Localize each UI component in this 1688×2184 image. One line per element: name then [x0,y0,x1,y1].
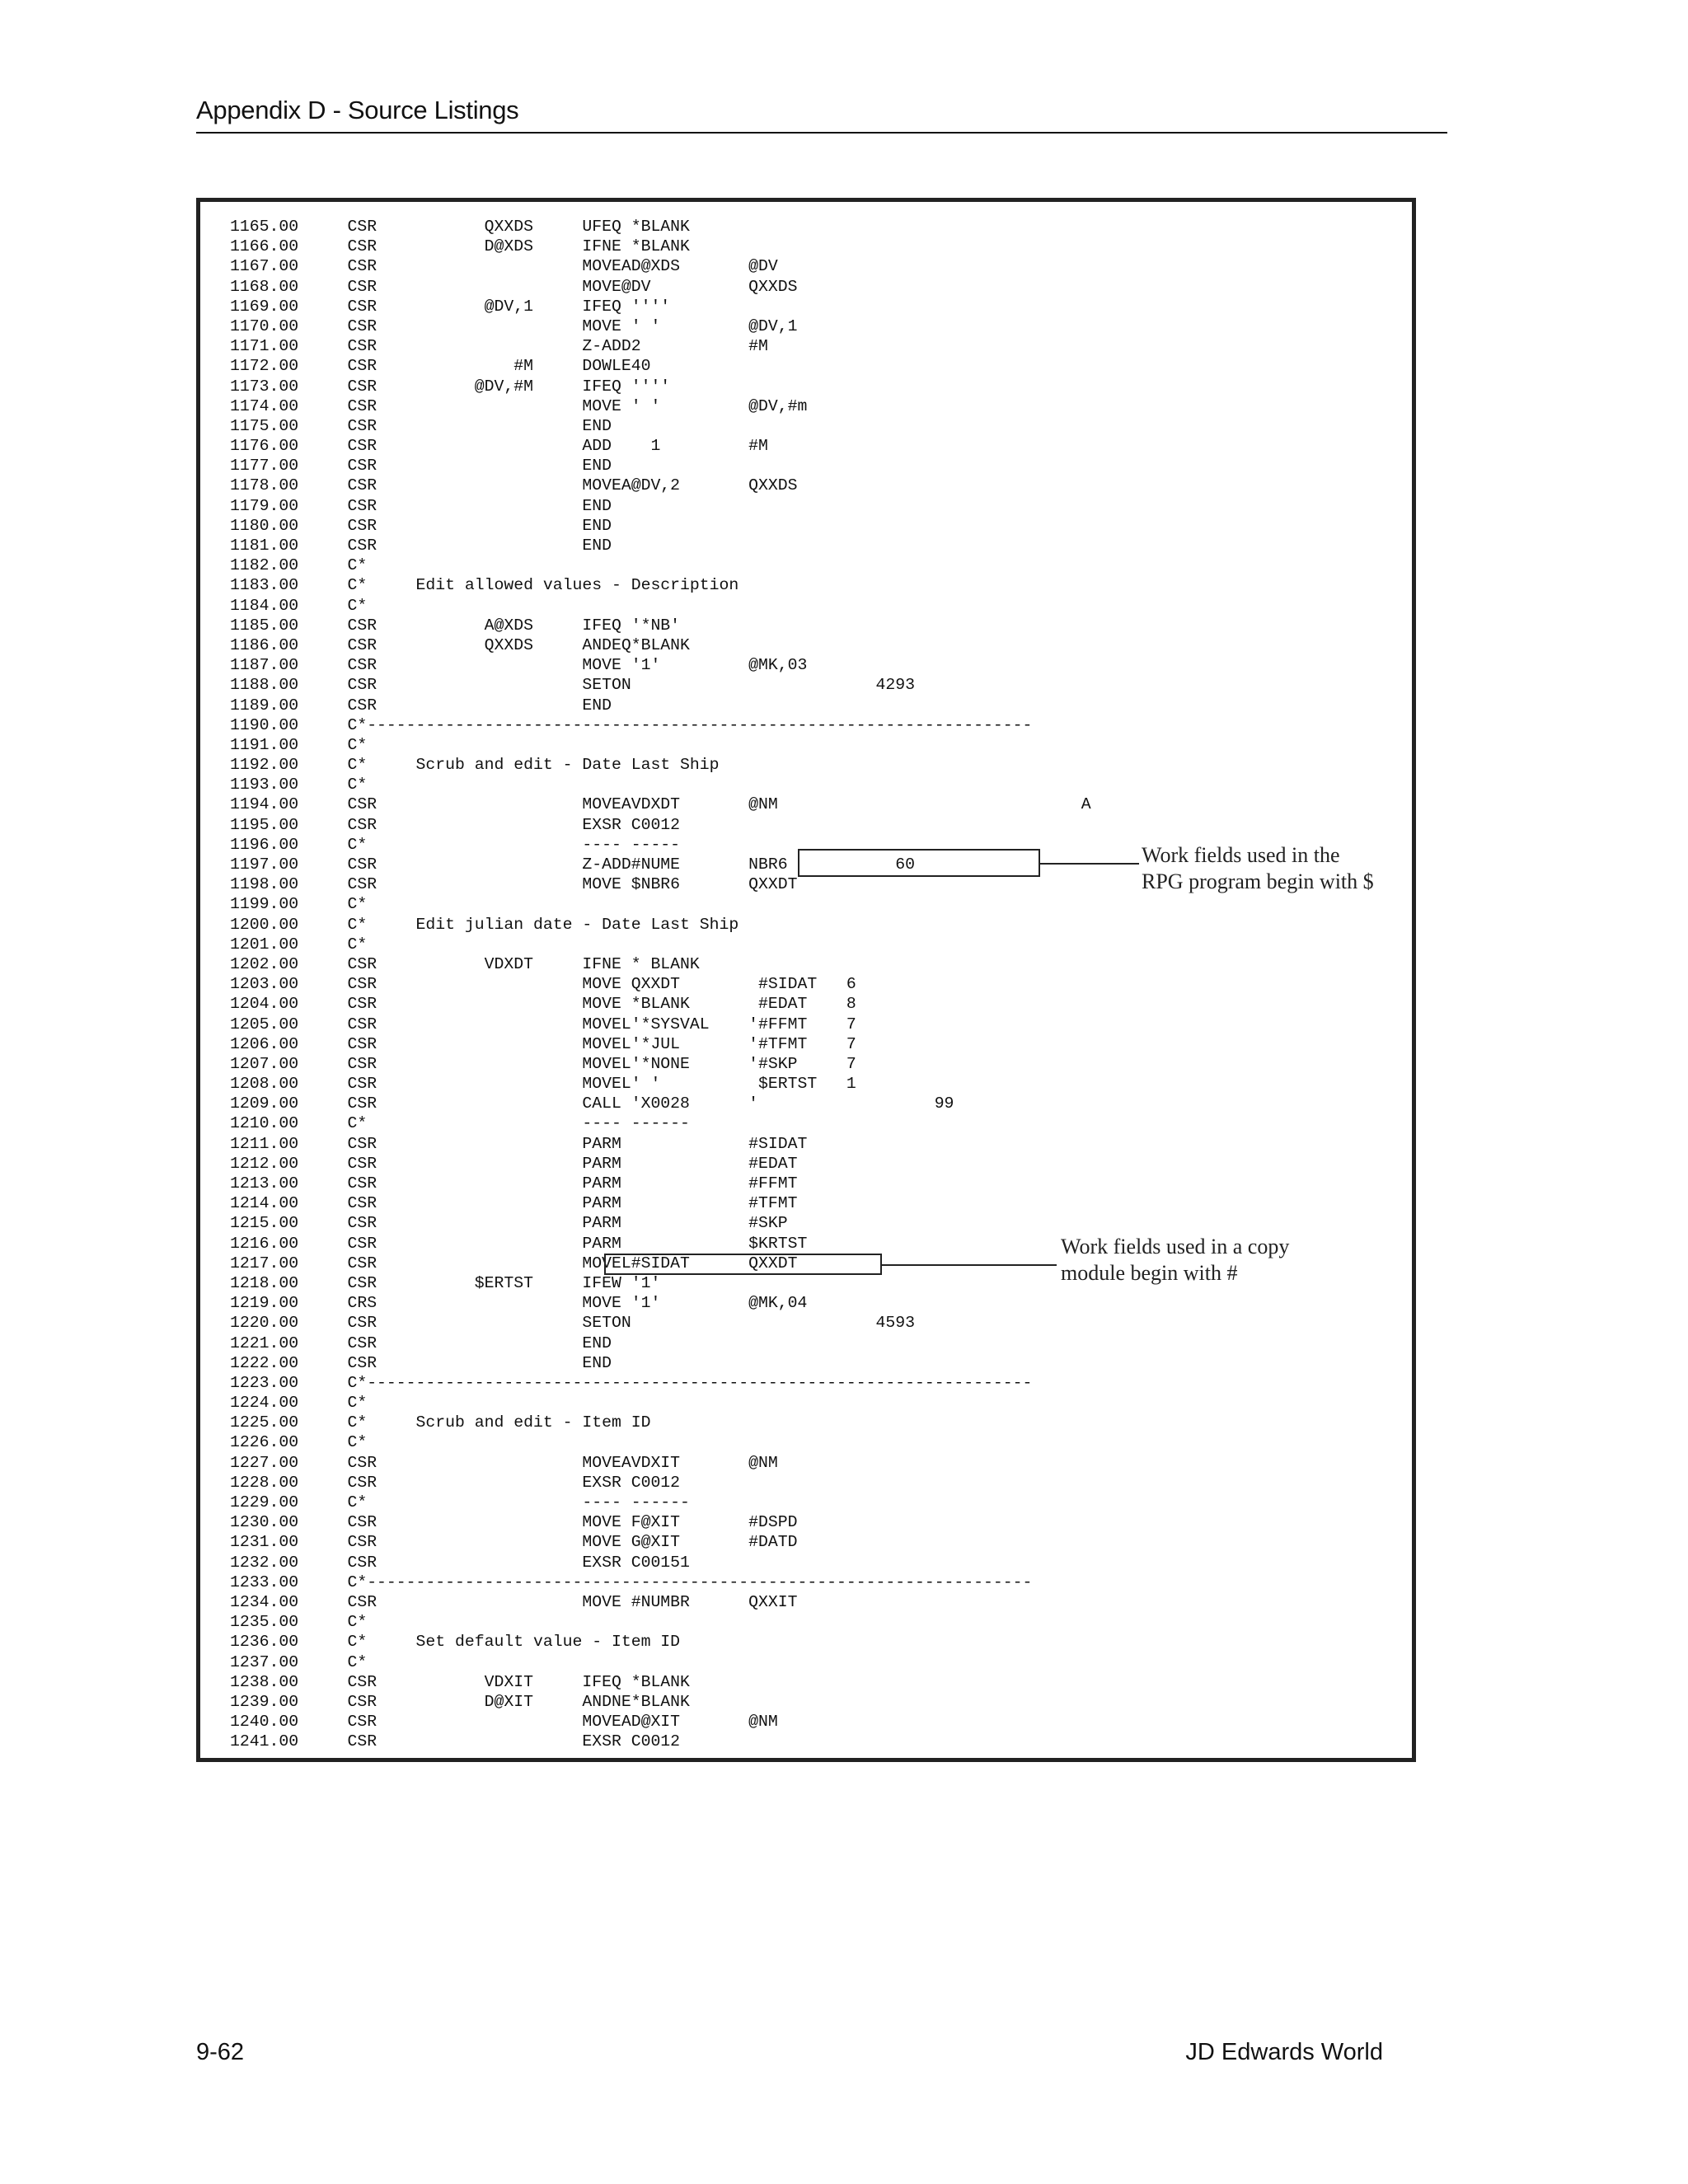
listing-line: 1189.00 CSR END [230,696,612,715]
listing-line: 1182.00 C* [230,556,368,575]
listing-line: 1240.00 CSR MOVEAD@XIT @NM [230,1713,778,1732]
listing-line: 1196.00 C* ---- ----- [230,835,681,854]
listing-line: 1230.00 CSR MOVE F@XIT #DSPD [230,1513,798,1532]
listing-line: 1241.00 CSR EXSR C0012 [230,1732,681,1751]
listing-line: 1231.00 CSR MOVE G@XIT #DATD [230,1533,798,1552]
listing-line: 1239.00 CSR D@XIT ANDNE*BLANK [230,1692,690,1711]
listing-line: 1187.00 CSR MOVE '1' @MK,03 [230,656,808,675]
listing-line: 1213.00 CSR PARM #FFMT [230,1174,798,1193]
listing-line: 1166.00 CSR D@XDS IFNE *BLANK [230,237,690,256]
listing-line: 1174.00 CSR MOVE ' ' @DV,#m [230,396,808,415]
listing-line: 1209.00 CSR CALL 'X0028 ' 99 [230,1094,954,1113]
listing-line: 1218.00 CSR $ERTST IFEW '1' [230,1273,661,1292]
listing-line: 1223.00 C*-------------------------------------------------------------------- [230,1373,1033,1392]
callout-copy-module-work-fields [1061,1234,1289,1286]
listing-line: 1214.00 CSR PARM #TFMT [230,1194,798,1213]
listing-line: 1234.00 CSR MOVE #NUMBR QXXIT [230,1592,798,1611]
listing-line: 1237.00 C* [230,1652,368,1671]
listing-line: 1191.00 C* [230,735,368,754]
callout-rpg-work-fields [1142,842,1374,895]
listing-line: 1193.00 C* [230,776,368,794]
listing-line: 1222.00 CSR END [230,1353,612,1372]
listing-line: 1176.00 CSR ADD 1 #M [230,437,768,456]
listing-line: 1224.00 C* [230,1394,368,1413]
source-listing [230,217,1091,1751]
page-header-title: Appendix D - Source Listings [196,96,519,124]
listing-line: 1179.00 CSR END [230,496,612,515]
listing-line: 1198.00 CSR MOVE $NBR6 QXXDT [230,875,798,894]
listing-line: 1194.00 CSR MOVEAVDXDT @NM A [230,795,1091,814]
listing-line: 1184.00 C* [230,596,368,615]
listing-line: 1221.00 CSR END [230,1333,612,1352]
listing-line: 1170.00 CSR MOVE ' ' @DV,1 [230,316,798,335]
callout-1-line-2: RPG program begin with $ [1142,869,1374,893]
publisher-name: JD Edwards World [1185,2039,1383,2065]
header-divider [196,132,1447,134]
listing-line: 1225.00 C* Scrub and edit - Item ID [230,1413,651,1432]
listing-line: 1186.00 CSR QXXDS ANDEQ*BLANK [230,635,690,654]
listing-line: 1177.00 CSR END [230,457,612,476]
listing-line: 1216.00 CSR PARM $KRTST [230,1234,808,1253]
listing-line: 1200.00 C* Edit julian date - Date Last Ship [230,915,739,934]
listing-line: 1235.00 C* [230,1613,368,1632]
listing-line: 1172.00 CSR #M DOWLE40 [230,357,651,376]
listing-line: 1165.00 CSR QXXDS UFEQ *BLANK [230,218,690,236]
listing-line: 1217.00 CSR MOVEL#SIDAT QXXDT [230,1254,798,1272]
listing-line: 1238.00 CSR VDXIT IFEQ *BLANK [230,1672,690,1691]
listing-line: 1195.00 CSR EXSR C0012 [230,815,681,834]
listing-line: 1190.00 C*-------------------------------------------------------------------- [230,715,1033,734]
listing-line: 1208.00 CSR MOVEL' ' $ERTST 1 [230,1075,856,1094]
listing-line: 1206.00 CSR MOVEL'*JUL '#TFMT 7 [230,1034,856,1053]
listing-line: 1226.00 C* [230,1433,368,1452]
listing-line: 1171.00 CSR Z-ADD2 #M [230,337,768,356]
listing-line: 1212.00 CSR PARM #EDAT [230,1154,798,1173]
listing-line: 1233.00 C*-------------------------------------------------------------------- [230,1572,1033,1591]
callout-2-line-2: module begin with # [1061,1261,1238,1285]
page-number: 9-62 [196,2039,245,2065]
listing-line: 1227.00 CSR MOVEAVDXIT @NM [230,1453,778,1472]
listing-line: 1204.00 CSR MOVE *BLANK #EDAT 8 [230,995,856,1014]
listing-line: 1185.00 CSR A@XDS IFEQ '*NB' [230,616,681,635]
listing-line: 1205.00 CSR MOVEL'*SYSVAL '#FFMT 7 [230,1015,856,1033]
listing-line: 1201.00 C* [230,935,368,954]
listing-line: 1219.00 CRS MOVE '1' @MK,04 [230,1294,808,1313]
listing-line: 1207.00 CSR MOVEL'*NONE '#SKP 7 [230,1054,856,1073]
highlight-box-movel-sidat [604,1254,882,1275]
listing-line: 1236.00 C* Set default value - Item ID [230,1633,681,1652]
listing-line: 1167.00 CSR MOVEAD@XDS @DV [230,257,778,276]
listing-line: 1183.00 C* Edit allowed values - Description [230,576,739,595]
listing-line: 1178.00 CSR MOVEA@DV,2 QXXDS [230,476,798,495]
callout-2-line-1: Work fields used in a copy [1061,1235,1290,1258]
listing-line: 1169.00 CSR @DV,1 IFEQ '''' [230,297,671,316]
highlight-box-nbr6 [798,849,1040,877]
listing-line: 1175.00 CSR END [230,416,612,435]
listing-line: 1181.00 CSR END [230,537,612,555]
listing-line: 1199.00 C* [230,895,368,914]
listing-line: 1210.00 C* ---- ------ [230,1114,690,1133]
listing-line: 1220.00 CSR SETON 4593 [230,1314,915,1333]
listing-line: 1228.00 CSR EXSR C0012 [230,1473,681,1492]
callout-leader-line-2 [882,1264,1057,1266]
listing-line: 1173.00 CSR @DV,#M IFEQ '''' [230,377,671,396]
listing-line: 1229.00 C* ---- ------ [230,1493,690,1511]
listing-line: 1168.00 CSR MOVE@DV QXXDS [230,277,798,296]
listing-line: 1203.00 CSR MOVE QXXDT #SIDAT 6 [230,975,856,994]
listing-line: 1232.00 CSR EXSR C00151 [230,1553,690,1572]
listing-line: 1192.00 C* Scrub and edit - Date Last Ship [230,756,720,775]
listing-line: 1202.00 CSR VDXDT IFNE * BLANK [230,954,700,973]
callout-leader-line-1 [1040,863,1139,865]
callout-1-line-1: Work fields used in the [1142,843,1340,867]
listing-line: 1211.00 CSR PARM #SIDAT [230,1134,808,1153]
listing-line: 1180.00 CSR END [230,516,612,535]
listing-line: 1188.00 CSR SETON 4293 [230,676,915,695]
listing-line: 1197.00 CSR Z-ADD#NUME NBR6 60 [230,855,915,874]
listing-line: 1215.00 CSR PARM #SKP [230,1214,788,1233]
